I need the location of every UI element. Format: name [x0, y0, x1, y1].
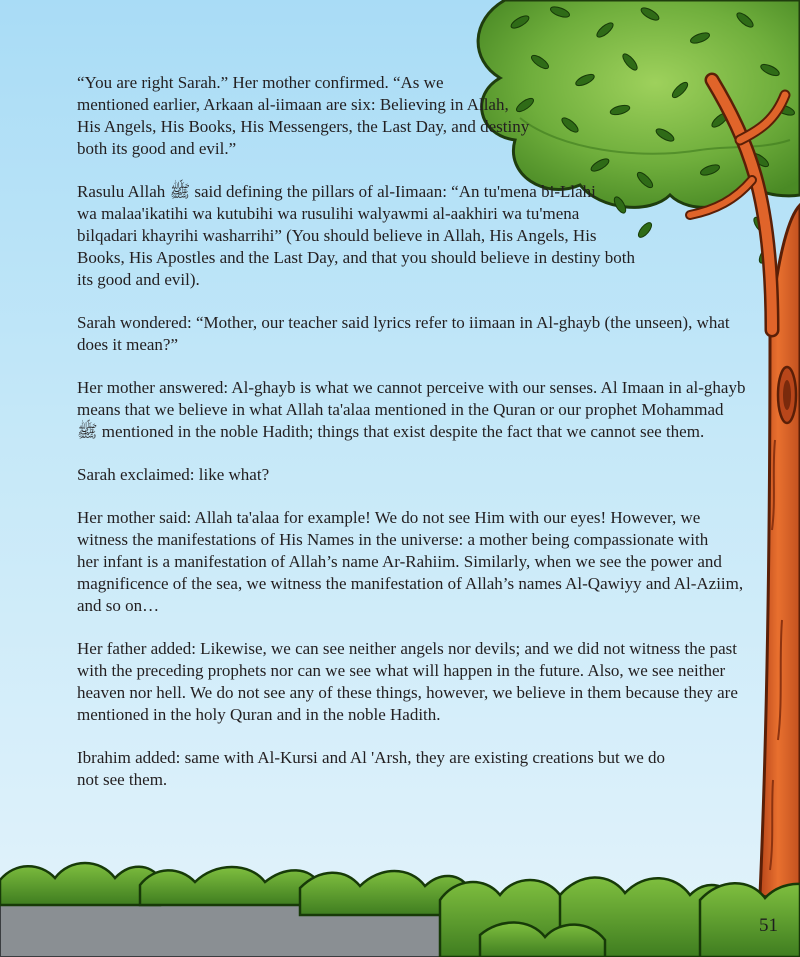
paragraph-hadith: Rasulu Allah ﷺ said defining the pillars of al-Iimaan: “An tu'mena bi-Llahi wa malaa'ikatihi wa kutubihi wa rusulihi walyawmi al-aakhiri wa tu'mena bilqadari khayrihi washarrihi” (You should believe in Allah, His Angels, His Books, His Apostles and the Last Day, and that you should believe in destiny both its good and evil). [77, 182, 635, 289]
story-text [77, 72, 777, 791]
paragraph-mother-confirms: “You are right Sarah.” Her mother confirmed. “As we mentioned earlier, Arkaan al-iimaan are six: Believing in Allah, His Angels, His Books, His Messengers, the Last Day, and destiny both its good and evil.” [77, 73, 530, 158]
paragraph-mother-explains: Her mother said: Allah ta'alaa for example! We do not see Him with our eyes! However, we witness the manifestations of His Names in the universe: a mother being compassionate with her infant is a manifestation of Allah’s name Ar-Rahiim. Similarly, when we see the power and magnificence of the sea, we witness the manifestation of Allah’s names Al-Qawiyy and Al-Aziim, and so on… [77, 508, 744, 615]
paragraph-sarah-exclaims: Sarah exclaimed: like what? [77, 465, 270, 484]
paragraph-sarah-wonders: Sarah wondered: “Mother, our teacher said lyrics refer to iimaan in Al-ghayb (the unseen), what does it mean?” [77, 313, 730, 354]
paragraph-father-adds: Her father added: Likewise, we can see neither angels nor devils; and we did not witness the past with the preceding prophets nor can we see what will happen in the future. Also, we see neither heaven nor hell. We do not see any of these things, however, we believe in them because they are mentioned in the holy Quran and in the noble Hadith. [77, 639, 738, 724]
paragraph-mother-answers: Her mother answered: Al-ghayb is what we cannot perceive with our senses. Al Imaan in al-ghayb means that we believe in what Allah ta'alaa mentioned in the Quran or our prophet Mohammad ﷺ mentioned in the noble Hadith; things that exist despite the fact that we cannot see them. [77, 378, 746, 441]
paragraph-ibrahim-adds: Ibrahim added: same with Al-Kursi and Al 'Arsh, they are existing creations but we do not see them. [77, 748, 666, 789]
page-number: 51 [759, 915, 778, 936]
